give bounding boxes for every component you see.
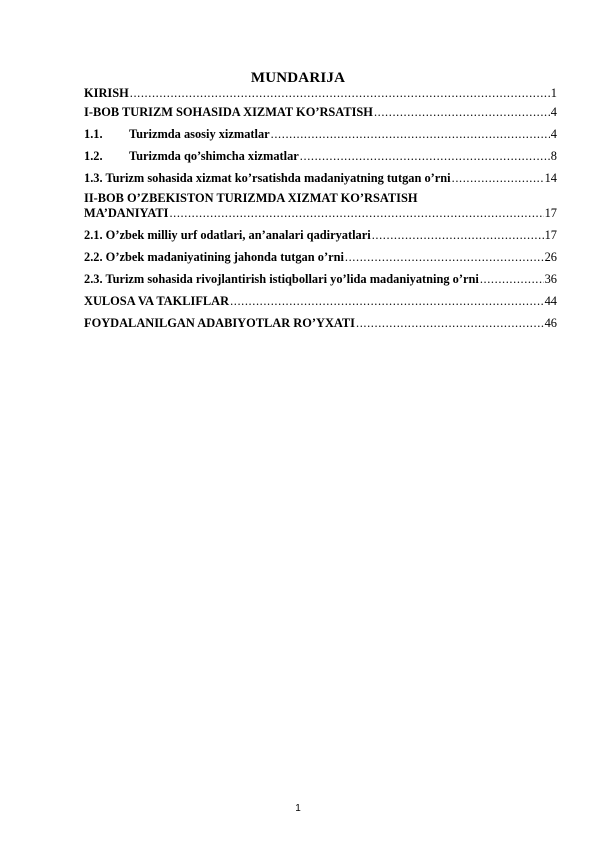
toc-page-number: 4 — [550, 127, 557, 141]
toc-entry-label: 2.2. O’zbek madaniyatining jahonda tutgan o’rni — [84, 250, 344, 264]
toc-leader-dots — [169, 206, 543, 221]
toc-leader-dots — [356, 316, 544, 331]
toc-leader-dots — [480, 272, 544, 287]
toc-entry-chapter-1[interactable] — [84, 105, 557, 120]
toc-entry-label-line1: II-BOB O’ZBEKISTON TURIZMDA XIZMAT KO’RSATISH — [84, 191, 418, 205]
toc-entry-2-1[interactable] — [84, 228, 557, 243]
toc-entry-label: XULOSA VA TAKLIFLAR — [84, 294, 230, 308]
footer-page-number: 1 — [295, 803, 301, 814]
toc-entry-number: 1.2. — [84, 149, 103, 163]
toc-entry-label: 2.3. Turizm sohasida rivojlantirish istiqbollari yo’lida madaniyatning o’rni — [84, 272, 479, 286]
toc-leader-dots — [372, 228, 544, 243]
toc-entry-label-line2 — [84, 206, 557, 221]
toc-entry-1-2[interactable] — [84, 149, 557, 164]
toc-entry-1-3[interactable] — [84, 171, 557, 186]
toc-page-number: 17 — [544, 206, 557, 220]
toc-page-number: 1 — [550, 86, 557, 100]
table-of-contents — [84, 86, 557, 331]
toc-page-number: 36 — [544, 272, 557, 286]
toc-entry-text: Turizmda asosiy xizmatlar — [129, 127, 270, 141]
toc-entry-label: I-BOB TURIZM SOHASIDA XIZMAT KO’RSATISH — [84, 105, 373, 119]
toc-leader-dots — [374, 105, 550, 120]
toc-leader-dots — [130, 86, 550, 101]
toc-entry-label: KIRISH — [84, 86, 129, 100]
toc-entry-2-3[interactable] — [84, 272, 557, 287]
toc-entry-label: 2.1. O’zbek milliy urf odatlari, an’analari qadiryatlari — [84, 228, 371, 242]
toc-entry-label: MA’DANIYATI — [84, 206, 169, 220]
toc-page-number: 17 — [544, 228, 557, 242]
toc-page-number: 26 — [544, 250, 557, 264]
toc-leader-dots — [345, 250, 544, 265]
toc-page-number: 14 — [544, 171, 557, 185]
toc-entry-label: 1.3. Turizm sohasida xizmat ko’rsatishda madaniyatning tutgan o’rni — [84, 171, 451, 185]
toc-page-number: 44 — [544, 294, 557, 308]
toc-entry-text: Turizmda qo’shimcha xizmatlar — [129, 149, 299, 163]
toc-entry-1-1[interactable] — [84, 127, 557, 142]
toc-entry-references[interactable] — [84, 316, 557, 331]
toc-entry-label — [84, 149, 299, 164]
toc-entry-number: 1.1. — [84, 127, 103, 141]
toc-leader-dots — [271, 127, 550, 142]
toc-page-number: 46 — [544, 316, 557, 330]
toc-leader-dots — [300, 149, 550, 164]
toc-title: MUNDARIJA — [250, 70, 346, 86]
toc-page-number: 4 — [550, 105, 557, 119]
toc-leader-dots — [230, 294, 544, 309]
toc-entry-label — [84, 127, 270, 142]
toc-entry-chapter-2[interactable] — [84, 191, 557, 221]
toc-entry-2-2[interactable] — [84, 250, 557, 265]
toc-page-number: 8 — [550, 149, 557, 163]
toc-entry-label: FOYDALANILGAN ADABIYOTLAR RO’YXATI — [84, 316, 356, 330]
toc-entry-conclusion[interactable] — [84, 294, 557, 309]
toc-entry-kirish[interactable] — [84, 86, 557, 101]
toc-leader-dots — [452, 171, 544, 186]
